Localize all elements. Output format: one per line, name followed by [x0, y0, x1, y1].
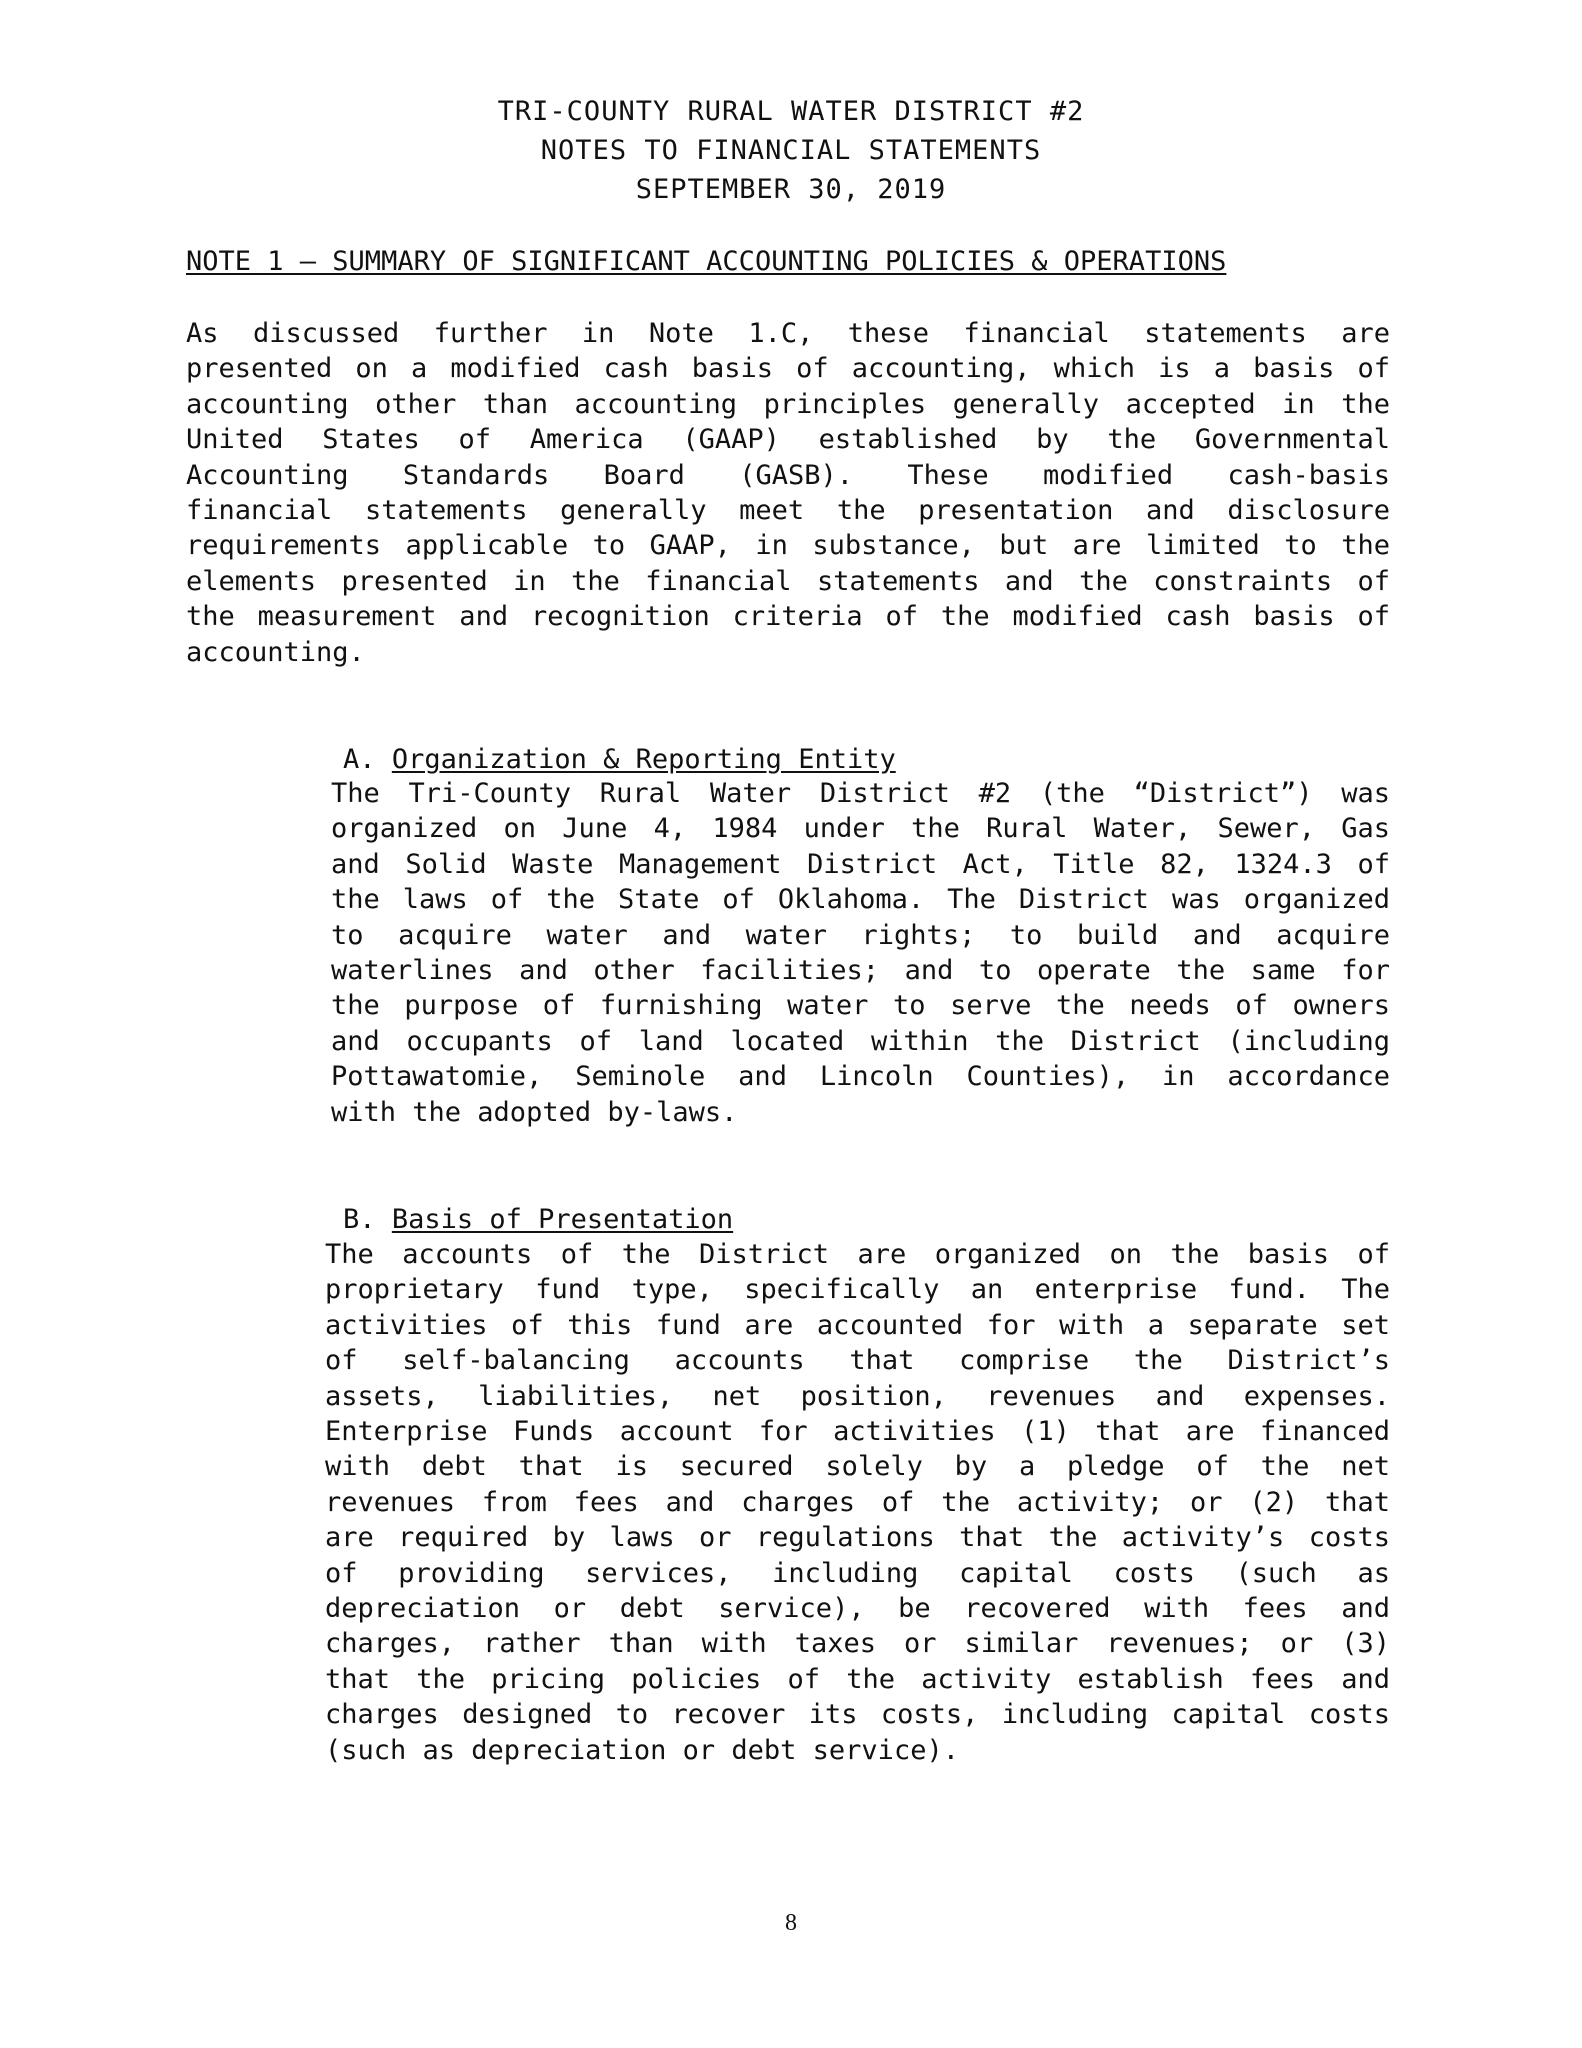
section-a-letter: A.	[343, 744, 376, 775]
paragraph-line: the measurement and recognition criteria of the modified cash basis of	[186, 601, 1390, 633]
paragraph-line: Accounting Standards Board (GASB). These modified cash-basis	[186, 459, 1390, 491]
paragraph-line: and Solid Waste Management District Act, Title 82, 1324.3 of	[331, 848, 1390, 880]
paragraph-line: organized on June 4, 1984 under the Rural Water, Sewer, Gas	[331, 813, 1390, 845]
paragraph-line: presented on a modified cash basis of accounting, which is a basis of	[186, 353, 1390, 385]
paragraph-line: with debt that is secured solely by a pledge of the net	[325, 1451, 1390, 1483]
document-header	[0, 92, 1582, 209]
paragraph-line: waterlines and other facilities; and to operate the same for	[331, 955, 1390, 987]
paragraph-line: accounting other than accounting principles generally accepted in the	[186, 388, 1390, 420]
paragraph-line: that the pricing policies of the activity establish fees and	[325, 1663, 1390, 1695]
paragraph-line: of providing services, including capital costs (such as	[325, 1557, 1390, 1589]
header-date: SEPTEMBER 30, 2019	[635, 174, 947, 205]
section-b-title: Basis of Presentation	[391, 1204, 734, 1235]
paragraph-line: are required by laws or regulations that the activity’s costs	[325, 1522, 1390, 1554]
paragraph-line: As discussed further in Note 1.C, these financial statements are	[186, 318, 1390, 349]
paragraph-line: assets, liabilities, net position, revenues and expenses.	[325, 1380, 1390, 1412]
paragraph-line: the purpose of furnishing water to serve the needs of owners	[331, 990, 1390, 1022]
paragraph-line: Pottawatomie, Seminole and Lincoln Counties), in accordance	[331, 1061, 1390, 1093]
header-district-name: TRI-COUNTY RURAL WATER DISTRICT #2	[497, 96, 1085, 127]
section-a-paragraph	[331, 776, 1390, 1130]
paragraph-line: financial statements generally meet the presentation and disclosure	[186, 495, 1390, 527]
paragraph-line: depreciation or debt service), be recovered with fees and	[325, 1593, 1390, 1625]
paragraph-line: and occupants of land located within the District (including	[331, 1025, 1390, 1057]
paragraph-line: requirements applicable to GAAP, in substance, but are limited to the	[186, 530, 1390, 562]
page-number: 8	[785, 1910, 797, 1936]
paragraph-line: charges, rather than with taxes or similar revenues; or (3)	[325, 1628, 1390, 1660]
paragraph-line: The accounts of the District are organized on the basis of	[325, 1239, 1390, 1270]
note-1-intro-paragraph	[186, 316, 1390, 670]
paragraph-line: activities of this fund are accounted for with a separate set	[325, 1309, 1390, 1341]
paragraph-line: accounting.	[186, 636, 365, 668]
paragraph-line: United States of America (GAAP) established by the Governmental	[186, 424, 1390, 456]
section-b-letter: B.	[343, 1204, 376, 1235]
paragraph-line: of self-balancing accounts that comprise the District’s	[325, 1345, 1390, 1377]
paragraph-line: The Tri-County Rural Water District #2 (the “District”) was	[331, 778, 1390, 809]
paragraph-line: Enterprise Funds account for activities (1) that are financed	[325, 1416, 1390, 1448]
paragraph-line: the laws of the State of Oklahoma. The District was organized	[331, 884, 1390, 916]
paragraph-line: with the adopted by-laws.	[331, 1096, 738, 1128]
paragraph-line: (such as depreciation or debt service).	[325, 1734, 959, 1766]
section-a-title: Organization & Reporting Entity	[391, 744, 896, 775]
note-1-heading: NOTE 1 – SUMMARY OF SIGNIFICANT ACCOUNTING POLICIES & OPERATIONS	[186, 246, 1227, 277]
header-document-title: NOTES TO FINANCIAL STATEMENTS	[540, 135, 1042, 166]
paragraph-line: revenues from fees and charges of the activity; or (2) that	[325, 1486, 1390, 1518]
section-b-paragraph	[325, 1237, 1390, 1768]
paragraph-line: proprietary fund type, specifically an enterprise fund. The	[325, 1274, 1390, 1306]
paragraph-line: elements presented in the financial statements and the constraints of	[186, 565, 1390, 597]
paragraph-line: to acquire water and water rights; to build and acquire	[331, 919, 1390, 951]
paragraph-line: charges designed to recover its costs, including capital costs	[325, 1699, 1390, 1731]
